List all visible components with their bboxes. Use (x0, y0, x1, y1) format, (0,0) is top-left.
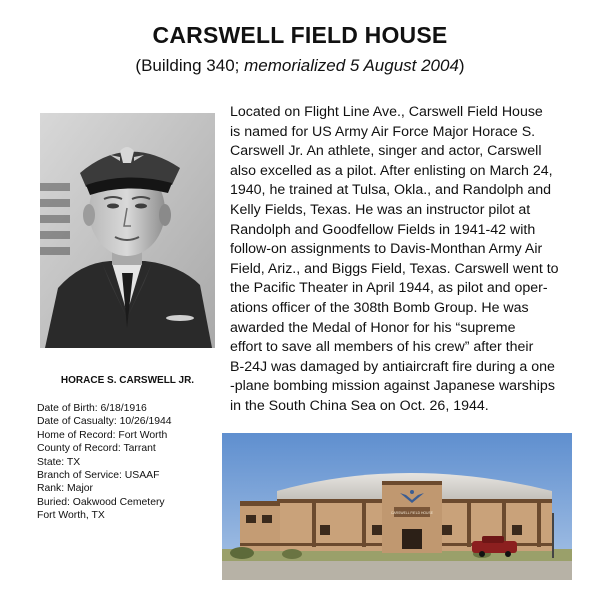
subtitle-memorialized: memorialized 5 August 2004 (244, 56, 459, 75)
subtitle-building: (Building 340; (135, 56, 245, 75)
fact-county-of-record: County of Record: Tarrant (37, 443, 156, 455)
page-title: CARSWELL FIELD HOUSE (152, 22, 448, 48)
fact-branch-of-service: Branch of Service: USAAF (37, 470, 160, 482)
building-photo (222, 433, 572, 580)
bio-line: is named for US Army Air Force Major Horace S. (230, 123, 536, 140)
bio-line: B-24J was damaged by antiaircraft fire during a one (230, 358, 555, 375)
bio-line: Field, Ariz., and Biggs Field, Texas. Carswell went to (230, 260, 559, 277)
service-facts (37, 402, 222, 523)
portrait-photo (40, 113, 215, 348)
fact-date-of-birth: Date of Birth: 6/18/1916 (37, 403, 147, 414)
bio-line: Kelly Fields, Texas. He was an instructor pilot at (230, 201, 531, 218)
bio-line: Carswell Jr. An athlete, singer and actor, Carswell (230, 143, 542, 160)
bio-line: Located on Flight Line Ave., Carswell Field House (230, 104, 543, 120)
biography-text (230, 103, 580, 417)
fact-buried-location: Fort Worth, TX (37, 510, 105, 522)
bio-line: follow-on assignments to Davis-Monthan Army Air (230, 241, 543, 258)
fact-rank: Rank: Major (37, 483, 94, 495)
bio-line: also excelled as a pilot. After enlisting on March 24, (230, 162, 553, 179)
bio-line: Randolph and Goodfellow Fields in 1941-42 with (230, 221, 536, 238)
bio-line: effort to save all members of his crew” after their (230, 339, 534, 356)
bio-line: awarded the Medal of Honor for his “supreme (230, 319, 516, 336)
fact-home-of-record: Home of Record: Fort Worth (37, 429, 168, 441)
bio-line: ations officer of the 308th Bomb Group. He was (230, 299, 529, 316)
bio-line: -plane bombing mission against Japanese warships (230, 378, 555, 395)
page-subtitle (0, 56, 600, 76)
subtitle-close: ) (458, 56, 465, 75)
fact-date-of-casualty: Date of Casualty: 10/26/1944 (37, 416, 172, 428)
portrait-image (40, 113, 215, 348)
bio-line: in the South China Sea on Oct. 26, 1944. (230, 397, 489, 414)
building-image (222, 433, 572, 580)
bio-line: the Pacific Theater in April 1944, as pilot and oper- (230, 280, 548, 297)
fact-state: State: TX (37, 456, 81, 468)
building-sign: CARSWELL FIELD HOUSE (390, 511, 434, 515)
bio-line: 1940, he trained at Tulsa, Okla., and Randolph and (230, 182, 552, 199)
portrait-caption: HORACE S. CARSWELL JR. (60, 375, 195, 386)
fact-buried: Buried: Oakwood Cemetery (37, 496, 165, 508)
